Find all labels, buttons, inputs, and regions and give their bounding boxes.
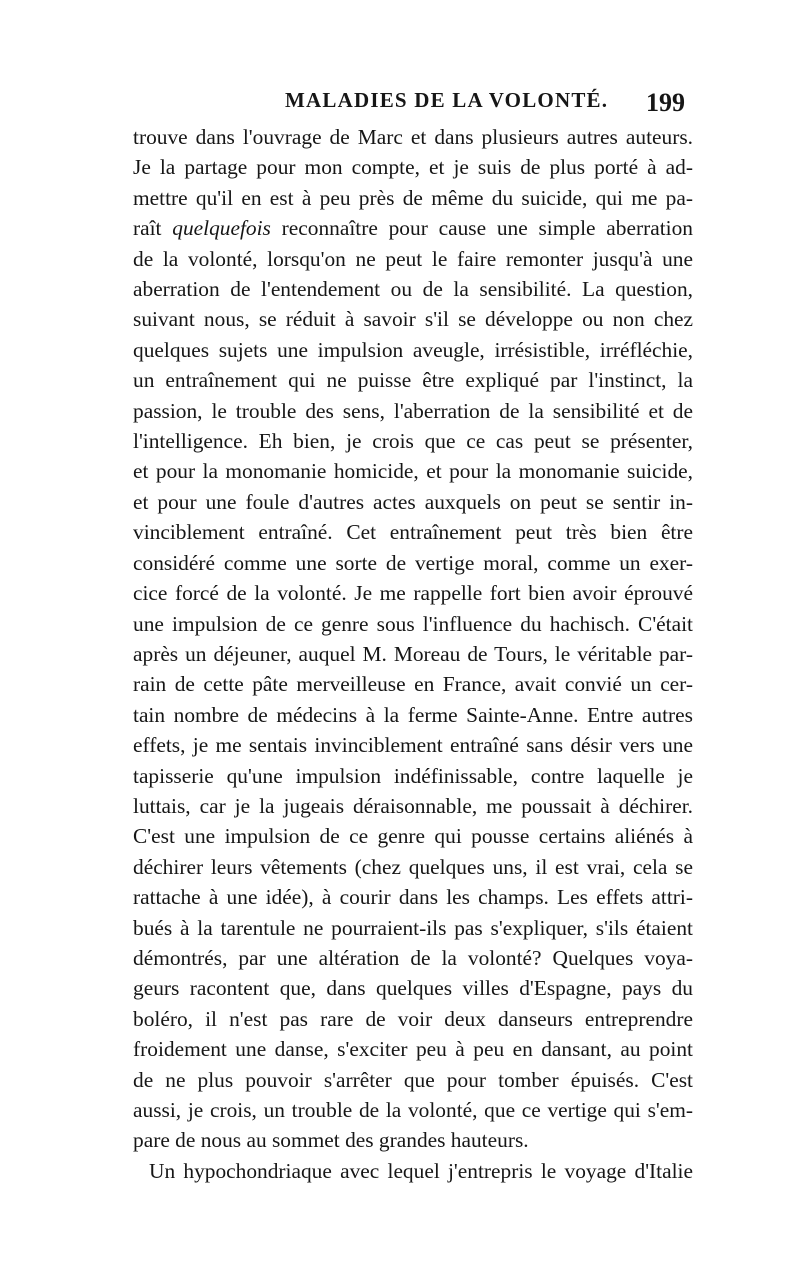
text-line: une impulsion de ce genre sous l'influence du hachisch. C'était (133, 611, 693, 636)
text-line: bués à la tarentule ne pourraient-ils pas s'expliquer, s'ils étaient (133, 915, 693, 940)
text-line: passion, le trouble des sens, l'aberration de la sensibilité et de (133, 398, 693, 423)
page-number: 199 (646, 88, 685, 117)
text-line: l'intelligence. Eh bien, je crois que ce cas peut se présenter, (133, 429, 693, 454)
text-line: Un hypochondriaque avec lequel j'entrepris le voyage d'Italie (149, 1158, 693, 1183)
text-line: geurs racontent que, dans quelques villes d'Espagne, pays du (133, 976, 693, 1001)
text-line: et pour la monomanie homicide, et pour la monomanie suicide, (133, 459, 693, 484)
text-line: rain de cette pâte merveilleuse en France, avait convié un cer- (133, 672, 693, 697)
text-line: aussi, je crois, un trouble de la volonté, que ce vertige qui s'em- (133, 1098, 693, 1122)
text-segment: raît (133, 216, 173, 241)
running-title: MALADIES DE LA VOLONTÉ. (285, 88, 609, 112)
text-line: boléro, il n'est pas rare de voir deux danseurs entreprendre (133, 1006, 693, 1031)
text-line: rattache à une idée), à courir dans les champs. Les effets attri- (133, 885, 693, 910)
text-line: mettre qu'il en est à peu près de même du suicide, qui me pa- (133, 185, 693, 210)
text-line (133, 213, 693, 243)
text-line: vinciblement entraîné. Cet entraînement peut très bien être (133, 520, 693, 545)
text-line: froidement une danse, s'exciter peu à peu en dansant, au point (133, 1037, 693, 1062)
text-line: de la volonté, lorsqu'on ne peut le faire remonter jusqu'à une (133, 246, 693, 271)
text-line: aberration de l'entendement ou de la sensibilité. La question, (133, 277, 693, 302)
text-line: et pour une foule d'autres actes auxquels on peut se sentir in- (133, 489, 693, 514)
text-line: effets, je me sentais invinciblement entraîné sans désir vers une (133, 733, 693, 758)
text-line: Je la partage pour mon compte, et je suis de plus porté à ad- (133, 155, 693, 180)
text-line: démontrés, par une altération de la volonté? Quelques voya- (133, 945, 693, 970)
text-line: considéré comme une sorte de vertige moral, comme un exer- (133, 550, 693, 575)
italic-word: quelquefois (172, 216, 271, 241)
text-line: déchirer leurs vêtements (chez quelques uns, il est vrai, cela se (133, 854, 693, 879)
text-line: cice forcé de la volonté. Je me rappelle fort bien avoir éprouvé (133, 581, 693, 606)
text-line: tapisserie qu'une impulsion indéfinissable, contre laquelle je (133, 763, 693, 788)
page-header (135, 88, 685, 122)
text-line: tain nombre de médecins à la ferme Sainte-Anne. Entre autres (133, 702, 693, 727)
body-text (133, 122, 693, 1186)
text-line: un entraînement qui ne puisse être expliqué par l'instinct, la (133, 368, 693, 393)
text-line: après un déjeuner, auquel M. Moreau de Tours, le véritable par- (133, 641, 693, 666)
text-line: de ne plus pouvoir s'arrêter que pour tomber épuisés. C'est (133, 1067, 693, 1092)
text-line: pare de nous au sommet des grandes hauteurs. (133, 1128, 529, 1153)
text-line: trouve dans l'ouvrage de Marc et dans plusieurs autres auteurs. (133, 125, 693, 149)
text-segment: reconnaître pour cause une simple aberration (270, 216, 693, 241)
text-line: suivant nous, se réduit à savoir s'il se développe ou non chez (133, 307, 693, 332)
text-line: C'est une impulsion de ce genre qui pousse certains aliénés à (133, 824, 693, 849)
text-line: quelques sujets une impulsion aveugle, irrésistible, irréfléchie, (133, 337, 693, 362)
text-line: luttais, car je la jugeais déraisonnable, me poussait à déchirer. (133, 793, 693, 818)
